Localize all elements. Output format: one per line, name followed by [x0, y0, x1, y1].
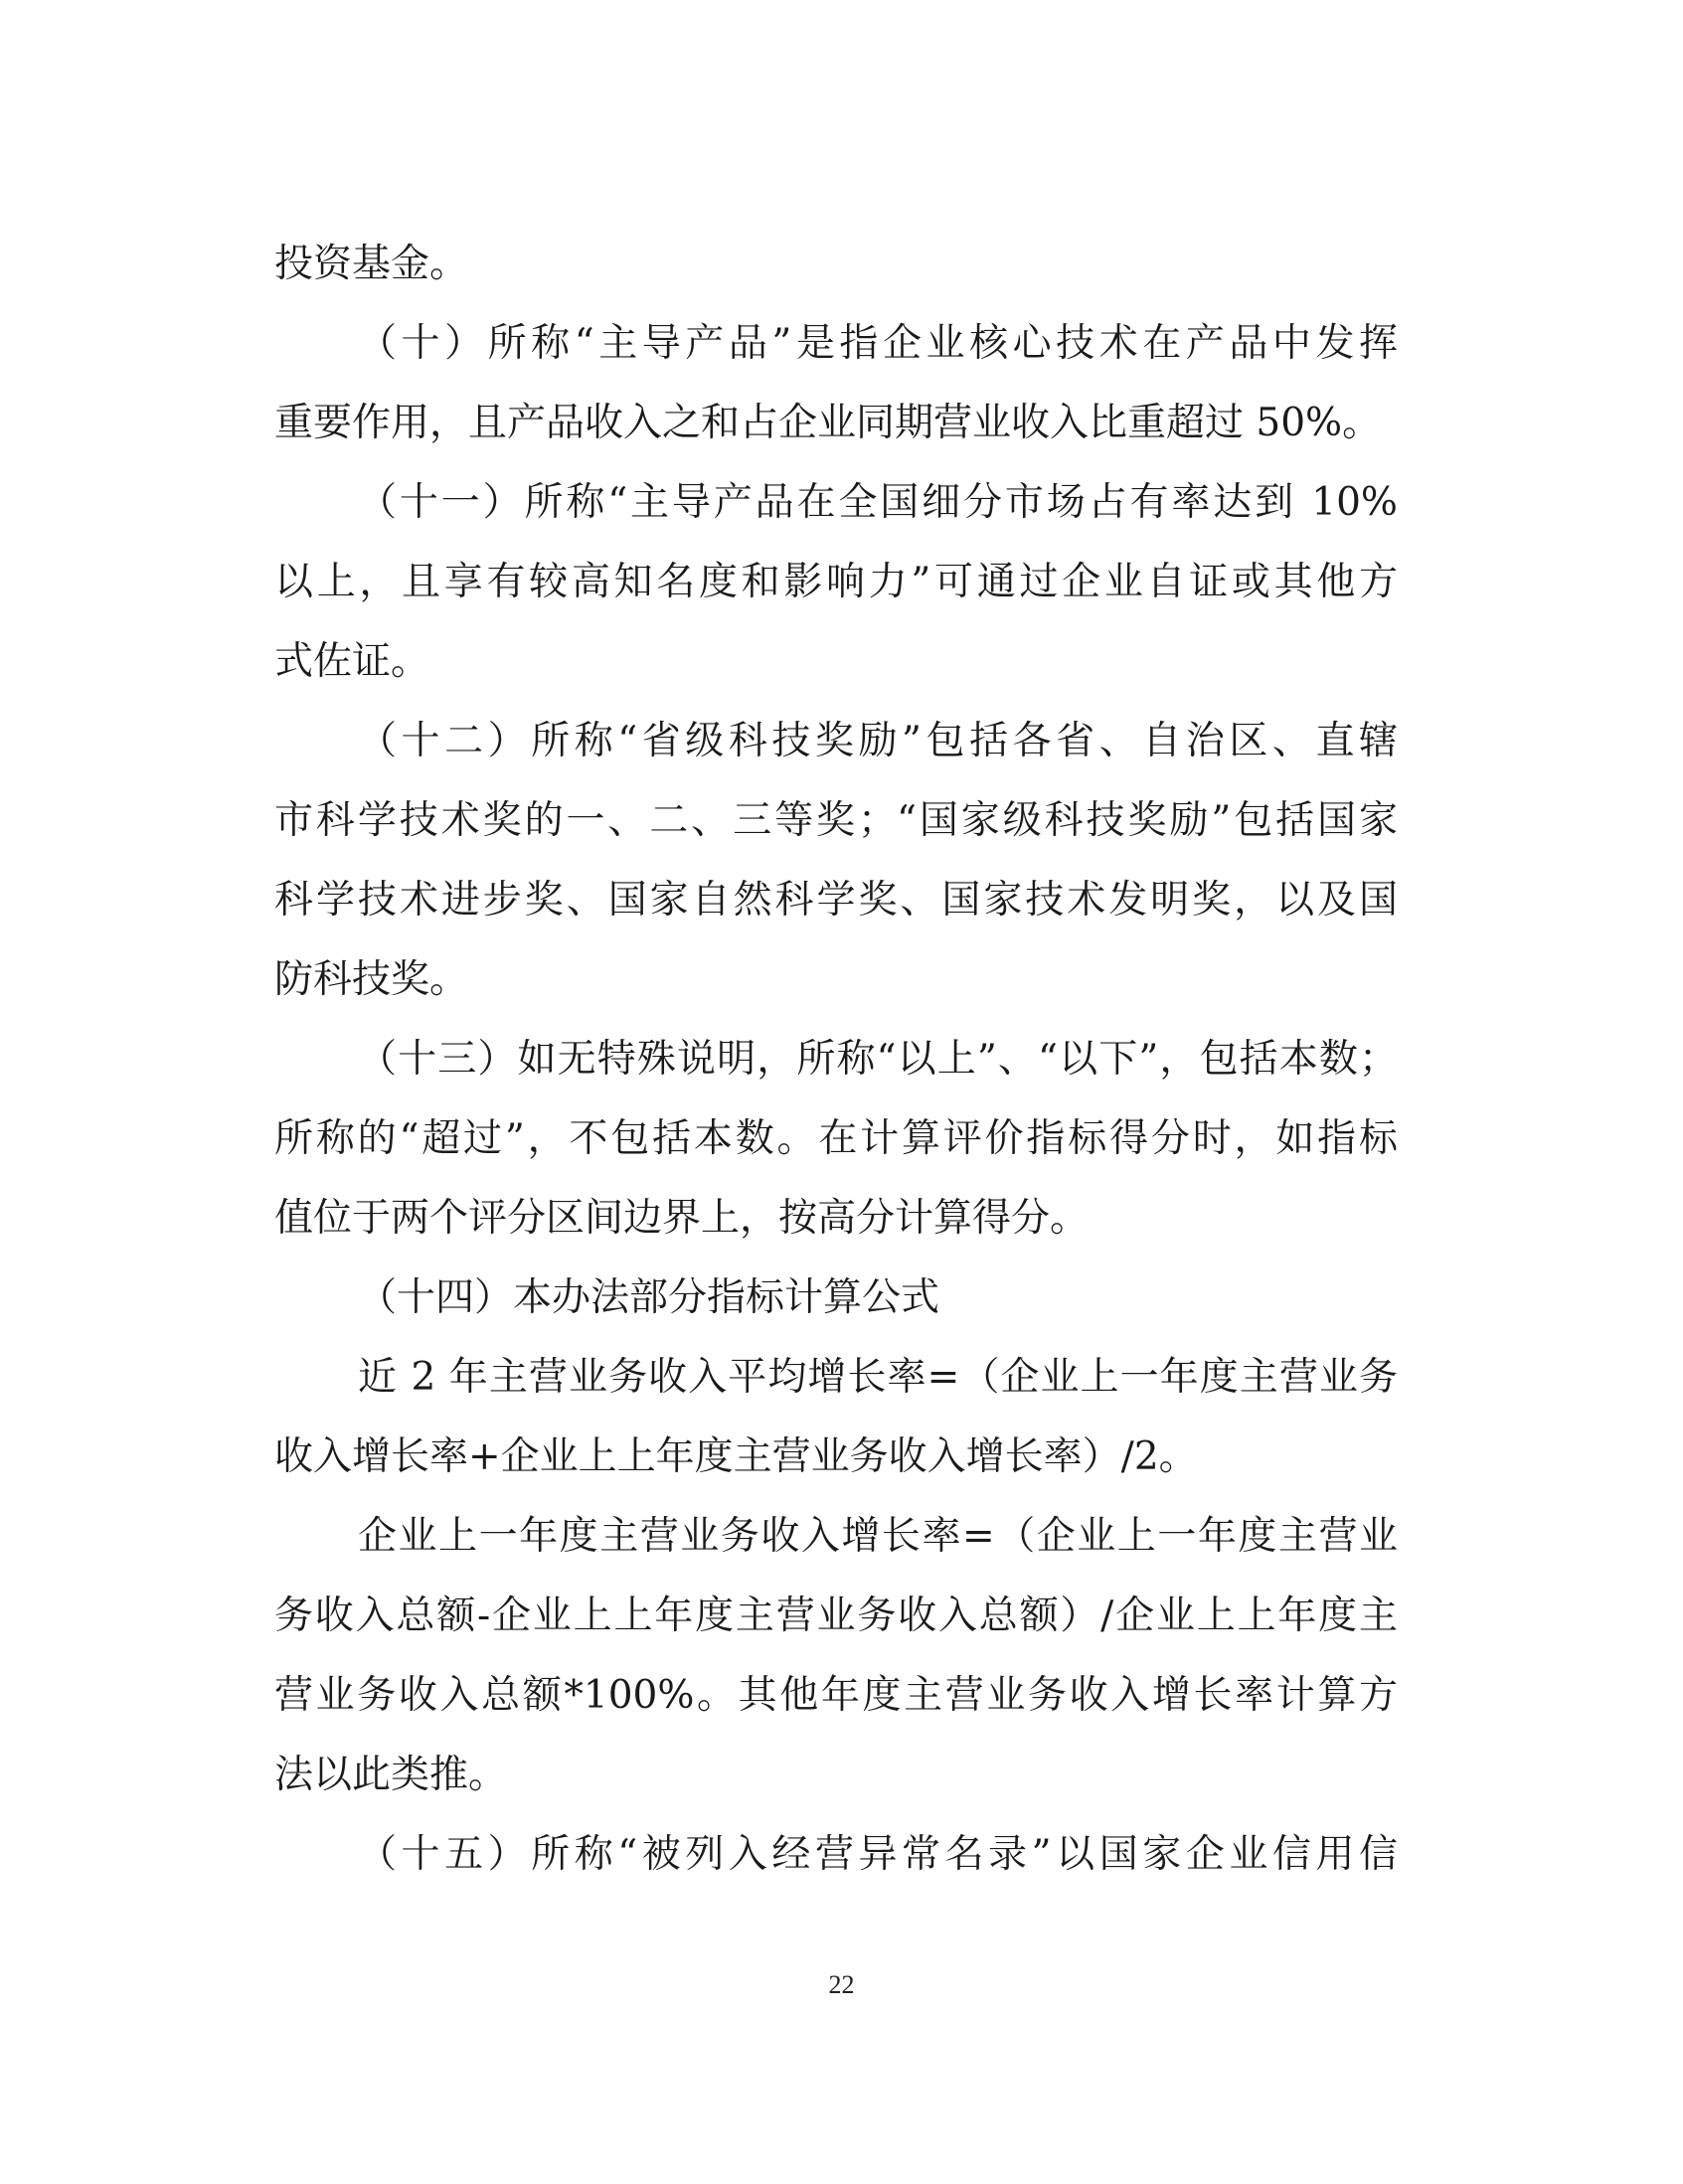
- text-line: 所称的“超过”，不包括本数。在计算评价指标得分时，如指标: [274, 1116, 1398, 1161]
- text-line: 投资基金。: [274, 242, 469, 286]
- text-line: 值位于两个评分区间边界上，按高分计算得分。: [274, 1196, 1090, 1241]
- text-line: 重要作用，且产品收入之和占企业同期营业收入比重超过 50%。: [274, 401, 1382, 445]
- text-line: 收入增长率+企业上上年度主营业务收入增长率）/2。: [274, 1434, 1198, 1479]
- text-line: 以上，且享有较高知名度和影响力”可通过企业自证或其他方: [274, 560, 1398, 604]
- text-line: 式佐证。: [274, 639, 430, 684]
- text-line: 科学技术进步奖、国家自然科学奖、国家技术发明奖，以及国: [274, 878, 1398, 923]
- text-line: （十一）所称“主导产品在全国细分市场占有率达到 10%: [358, 480, 1398, 525]
- text-line: 法以此类推。: [274, 1753, 508, 1797]
- text-line: （十三）如无特殊说明，所称“以上”、“以下”，包括本数；: [358, 1037, 1398, 1082]
- text-line: 务收入总额-企业上上年度主营业务收入总额）/企业上上年度主: [274, 1594, 1398, 1638]
- text-line: 企业上一年度主营业务收入增长率=（企业上一年度主营业: [358, 1514, 1398, 1559]
- text-line: 市科学技术奖的一、二、三等奖；“国家级科技奖励”包括国家: [274, 798, 1398, 843]
- page-number: 22: [828, 1970, 855, 1999]
- text-line: （十五）所称“被列入经营异常名录”以国家企业信用信: [358, 1832, 1398, 1877]
- text-line: 营业务收入总额*100%。其他年度主营业务收入增长率计算方: [274, 1673, 1398, 1718]
- text-line: 近 2 年主营业务收入平均增长率=（企业上一年度主营业务: [358, 1355, 1398, 1400]
- body-text: [274, 225, 1398, 1895]
- text-line: （十二）所称“省级科技奖励”包括各省、自治区、直辖: [358, 719, 1398, 763]
- text-line: （十四）本办法部分指标计算公式: [358, 1275, 940, 1320]
- text-line: （十）所称“主导产品”是指企业核心技术在产品中发挥: [358, 321, 1398, 366]
- text-line: 防科技奖。: [274, 957, 469, 1002]
